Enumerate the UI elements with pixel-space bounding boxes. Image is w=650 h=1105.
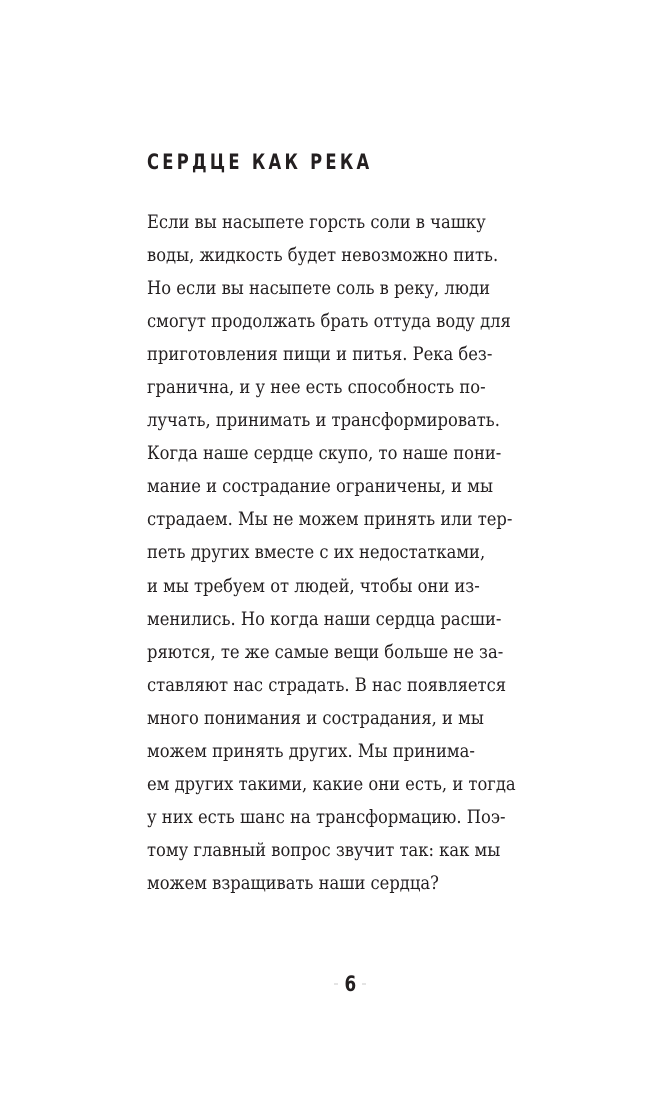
text-line: страдаем. Мы не можем принять или тер- xyxy=(147,508,513,531)
text-line: ряются, те же самые вещи больше не за- xyxy=(147,640,504,663)
text-line: можем взращивать наши сердца? xyxy=(147,871,439,894)
chapter-title: СЕРДЦЕ КАК РЕКА xyxy=(147,150,373,174)
text-line: мание и сострадание ограничены, и мы xyxy=(147,475,493,498)
text-line: лучать, принимать и трансформировать. xyxy=(147,409,500,432)
text-line: приготовления пищи и питья. Река без- xyxy=(147,343,493,366)
page-number: 6 xyxy=(344,972,356,996)
text-line: Когда наше сердце скупо, то наше пони- xyxy=(147,442,502,465)
text-line: смогут продолжать брать оттуда воду для xyxy=(147,310,511,333)
text-line: менились. Но когда наши сердца расши- xyxy=(147,607,502,630)
text-line: можем принять других. Мы принима- xyxy=(147,739,475,762)
folio-ornament-right xyxy=(362,983,366,985)
text-line: ставляют нас страдать. В нас появляется xyxy=(147,673,507,696)
text-line: у них есть шанс на трансформацию. Поэ- xyxy=(147,805,506,828)
text-line: ем других такими, какие они есть, и тогда xyxy=(147,772,516,795)
folio-ornament-left xyxy=(334,983,338,985)
body-paragraph xyxy=(147,206,547,900)
text-line: Если вы насыпете горсть соли в чашку xyxy=(147,211,486,233)
page-number-footer xyxy=(325,970,375,998)
text-line: много понимания и сострадания, и мы xyxy=(147,706,484,729)
text-line: петь других вместе с их недостатками, xyxy=(147,541,486,564)
text-line: и мы требуем от людей, чтобы они из- xyxy=(147,574,480,597)
text-line: тому главный вопрос звучит так: как мы xyxy=(147,838,501,861)
text-line: Но если вы насыпете соль в реку, люди xyxy=(147,277,490,300)
text-line: гранична, и у нее есть способность по- xyxy=(147,376,486,399)
text-line: воды, жидкость будет невозможно пить. xyxy=(147,244,499,267)
